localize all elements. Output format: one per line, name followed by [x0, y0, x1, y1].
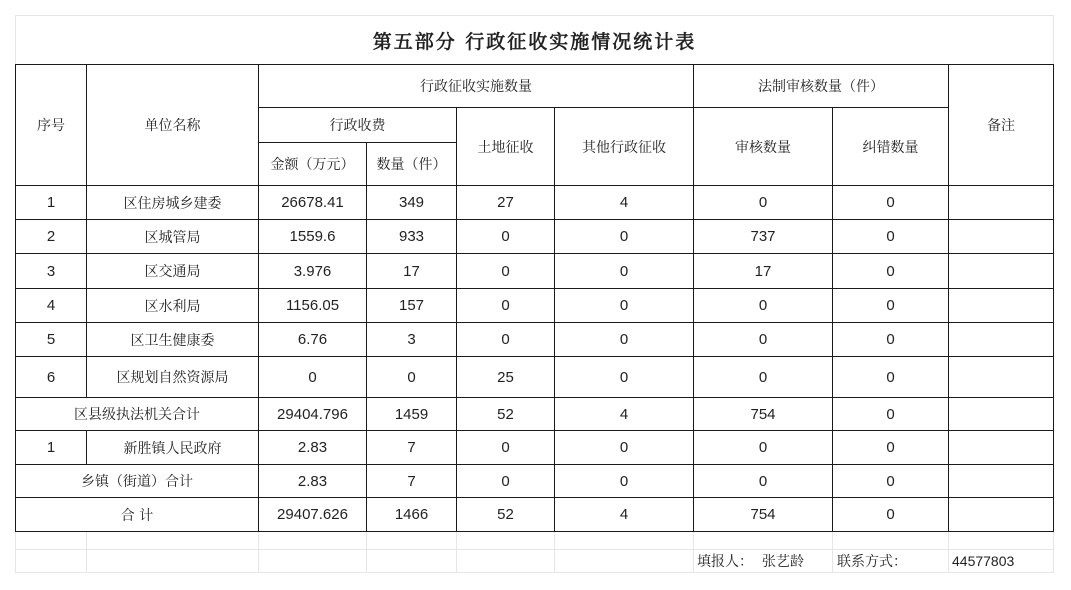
cell-other: 0: [619, 439, 629, 456]
cell-review-count: 754: [750, 506, 776, 523]
cell-other: 0: [619, 228, 629, 245]
cell-count: 349: [398, 194, 425, 211]
cell-review-count: 0: [758, 472, 768, 490]
cell-amount: 2.83: [297, 472, 328, 490]
cell-other: 4: [619, 405, 629, 423]
cell-land: 0: [501, 297, 510, 314]
cell-count: 933: [398, 228, 425, 245]
cell-unit-name: 合 计: [120, 507, 154, 524]
cell-correction-count: 0: [886, 297, 895, 314]
cell-review-count: 0: [758, 194, 768, 211]
contact-label: 联系方式：: [837, 554, 907, 570]
cell-seq: 3: [46, 262, 56, 280]
cell-correction-count: 0: [886, 472, 895, 490]
cell-other: 4: [619, 506, 629, 523]
cell-review-count: 0: [758, 439, 768, 456]
cell-unit-name: 区水利局: [144, 298, 201, 315]
header-remarks: 备注: [987, 118, 1015, 134]
cell-review-count: 737: [750, 228, 776, 245]
cell-amount: 3.976: [293, 262, 332, 280]
cell-other: 4: [619, 194, 629, 211]
filler-label: 填报人：: [697, 554, 753, 570]
header-other: 其他行政征收: [582, 139, 666, 156]
cell-remarks: [949, 254, 1053, 288]
header-seq: 序号: [37, 118, 65, 134]
cell-land: 0: [501, 228, 510, 245]
cell-amount: 29407.626: [277, 506, 348, 523]
cell-other: 0: [619, 297, 629, 314]
cell-amount: 1156.05: [285, 297, 340, 314]
cell-count: 157: [398, 297, 425, 314]
cell-remarks: [949, 323, 1053, 356]
cell-land: 0: [501, 331, 510, 348]
cell-other: 0: [619, 262, 629, 280]
cell-correction-count: 0: [886, 405, 895, 423]
table-title: 第五部分 行政征收实施情况统计表: [372, 30, 697, 53]
cell-land: 0: [501, 472, 510, 490]
cell-count: 17: [403, 262, 420, 280]
cell-correction-count: 0: [886, 439, 895, 456]
header-amount: 金额（万元）: [270, 157, 355, 173]
header-count: 数量（件）: [376, 157, 447, 173]
cell-count: 1466: [394, 506, 429, 523]
cell-count: 7: [407, 439, 416, 456]
cell-amount: 1559.6: [289, 228, 336, 245]
cell-unit-name: 区县级执法机关合计: [74, 407, 200, 423]
cell-remarks: [949, 220, 1053, 253]
cell-correction-count: 0: [886, 228, 895, 245]
filler-name: 张艺龄: [762, 554, 804, 570]
cell-land: 25: [497, 368, 514, 386]
cell-unit-name: 新胜镇人民政府: [123, 440, 222, 457]
cell-other: 0: [619, 368, 629, 386]
cell-review-count: 0: [758, 331, 768, 348]
cell-count: 1459: [394, 405, 429, 423]
cell-unit-name: 乡镇（街道）合计: [81, 474, 193, 490]
cell-correction-count: 0: [886, 368, 895, 386]
cell-land: 52: [497, 506, 514, 523]
header-land: 土地征收: [477, 139, 534, 156]
header-correction-count: 纠错数量: [862, 139, 919, 156]
cell-remarks: [949, 465, 1053, 497]
cell-seq: 2: [46, 228, 56, 245]
cell-seq: 5: [46, 331, 56, 348]
header-review-group: 法制审核数量（件）: [758, 79, 884, 95]
header-unit-name: 单位名称: [144, 118, 201, 134]
cell-unit-name: 区规划自然资源局: [116, 370, 229, 386]
cell-unit-name: 区住房城乡建委: [123, 195, 222, 212]
cell-remarks: [949, 498, 1053, 531]
cell-review-count: 0: [758, 368, 768, 386]
cell-amount: 29404.796: [277, 405, 348, 423]
cell-unit-name: 区城管局: [144, 229, 201, 246]
cell-other: 0: [619, 472, 629, 490]
cell-remarks: [949, 289, 1053, 322]
cell-remarks: [949, 357, 1053, 397]
contact-phone: 44577803: [952, 553, 1015, 569]
cell-review-count: 0: [758, 297, 768, 314]
header-impl-group: 行政征收实施数量: [420, 79, 532, 95]
cell-count: 7: [407, 472, 416, 490]
cell-correction-count: 0: [886, 262, 895, 280]
header-fee-group: 行政收费: [329, 118, 386, 134]
cell-land: 52: [497, 405, 514, 423]
cell-land: 0: [501, 262, 510, 280]
cell-remarks: [949, 431, 1053, 464]
cell-review-count: 17: [754, 262, 772, 280]
cell-seq: 1: [46, 439, 56, 456]
cell-seq: 1: [46, 194, 56, 211]
cell-count: 3: [407, 331, 416, 348]
cell-amount: 0: [308, 368, 317, 386]
cell-correction-count: 0: [886, 194, 895, 211]
cell-seq: 6: [46, 368, 56, 386]
cell-amount: 2.83: [297, 439, 328, 456]
cell-unit-name: 区交通局: [144, 264, 201, 280]
cell-remarks: [949, 186, 1053, 219]
cell-land: 27: [497, 194, 514, 211]
cell-remarks: [949, 398, 1053, 430]
cell-other: 0: [619, 331, 629, 348]
header-review-count: 审核数量: [735, 139, 791, 156]
cell-seq: 4: [46, 297, 56, 314]
cell-amount: 6.76: [297, 331, 328, 348]
cell-amount: 26678.41: [281, 194, 344, 211]
cell-correction-count: 0: [886, 506, 895, 523]
cell-land: 0: [501, 439, 510, 456]
cell-unit-name: 区卫生健康委: [130, 332, 215, 349]
cell-count: 0: [407, 368, 416, 386]
cell-correction-count: 0: [886, 331, 895, 348]
cell-review-count: 754: [750, 405, 776, 423]
